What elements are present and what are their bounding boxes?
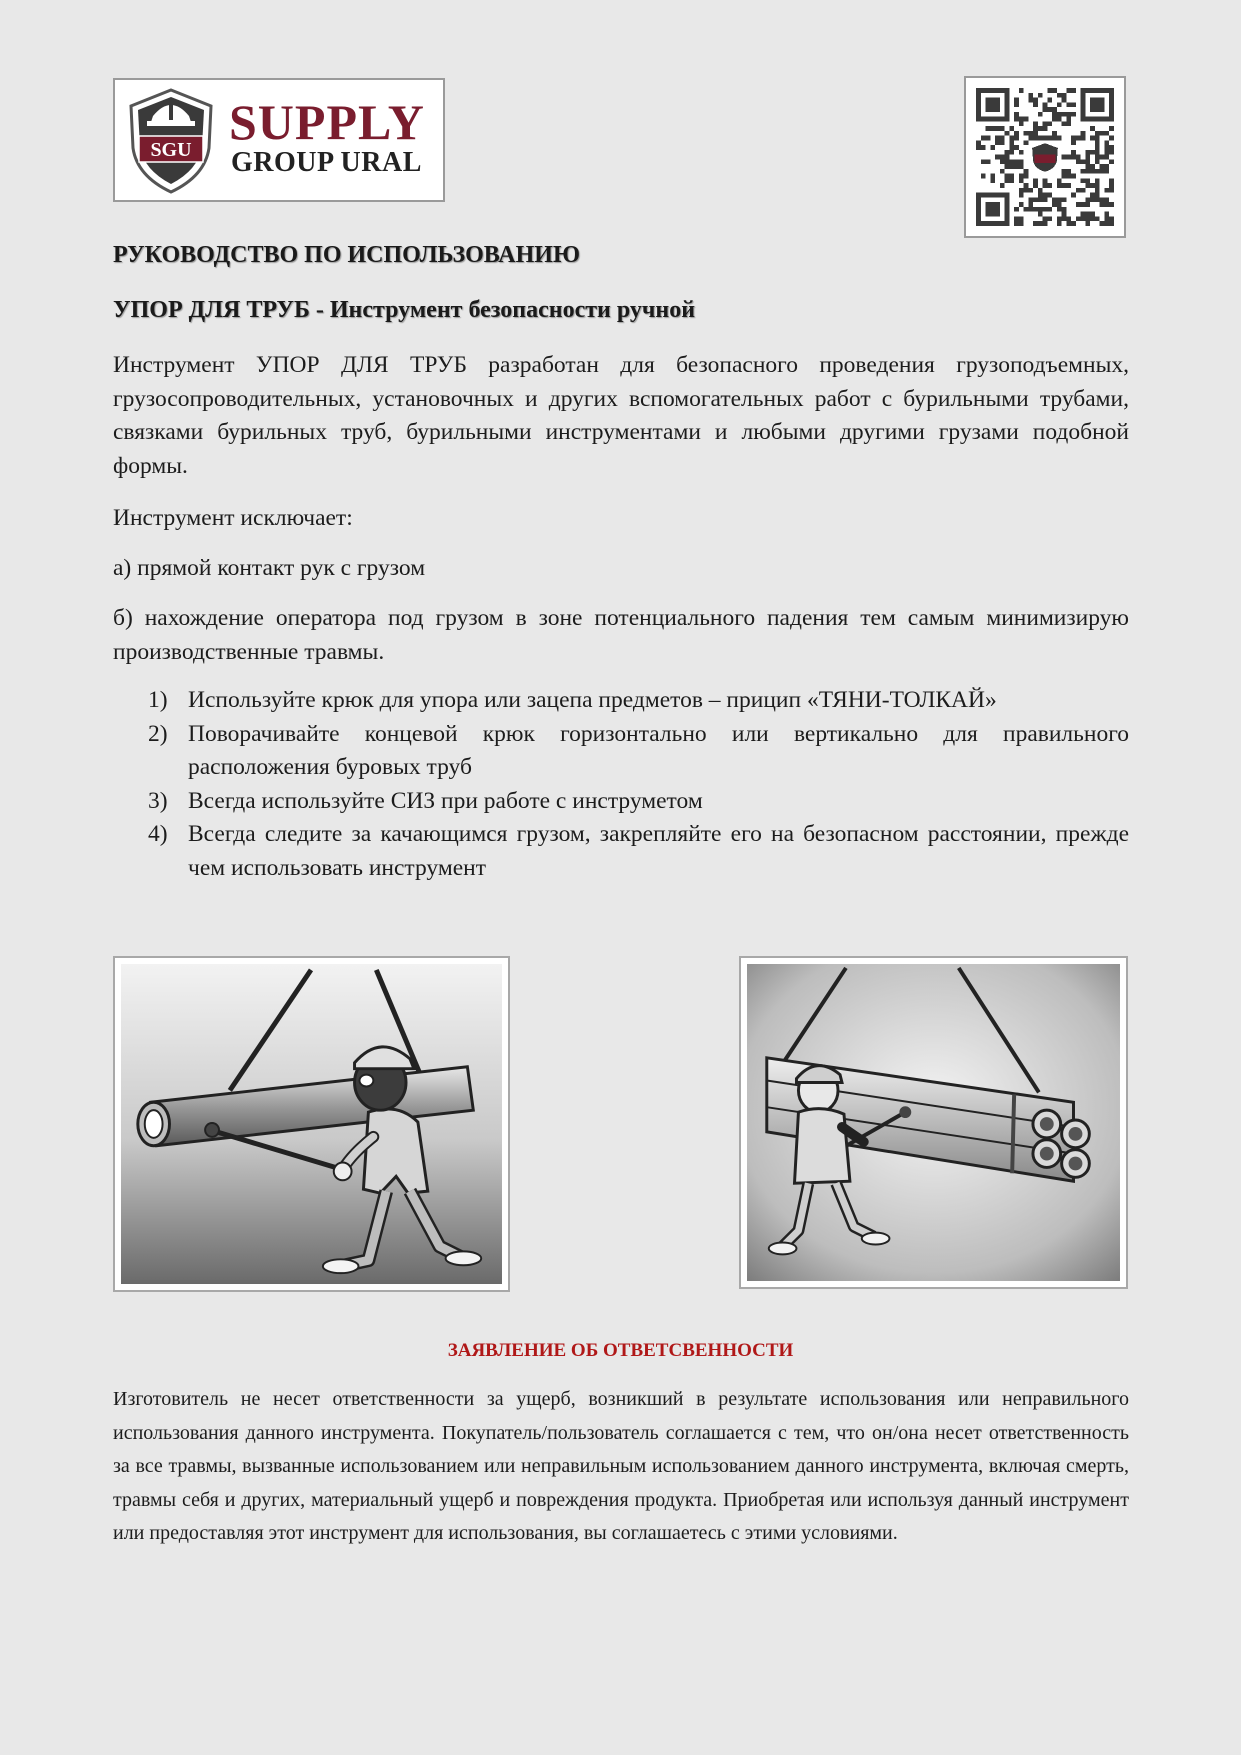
step-number: 2) [148,720,168,747]
step-text: Поворачивайте концевой крюк горизонтально или вертикально для правильного расположения буровых труб [188,720,1129,780]
step-number: 3) [148,787,168,814]
logo-text-group-ural: GROUP URAL [231,147,422,178]
document-title: РУКОВОДСТВО ПО ИСПОЛЬЗОВАНИЮ [113,242,580,268]
step-text: Всегда используйте СИЗ при работе с инструметом [188,787,703,814]
step-text: Используйте крюк для упора или зацепа предметов – прицип «ТЯНИ-ТОЛКАЙ» [188,687,997,713]
disclaimer-title: ЗАЯВЛЕНИЕ ОБ ОТВЕТСВЕННОСТИ [447,1340,794,1361]
step-item [148,818,1129,885]
logo-text-supply: SUPPLY [229,94,425,150]
illustration-single-pipe [113,956,510,1292]
worker-guiding-pipe-bundle-illustration [747,964,1120,1281]
document-subtitle: УПОР ДЛЯ ТРУБ - Инструмент безопасности ручной [113,297,696,323]
step-item [148,718,1129,785]
excludes-label: Инструмент исключает: [113,505,353,531]
shield-helmet-icon [125,86,217,196]
step-number: 4) [148,821,168,847]
intro-paragraph: Инструмент УПОР ДЛЯ ТРУБ разработан для безопасного проведения грузоподъемных, грузосопроводительных, установочных и других вспомогательных работ с бурильными трубами, связками бурильных труб, бурильными инструментами и любыми другими грузами подобной формы. [113,352,1129,479]
usage-steps-list [148,684,1129,885]
qr-code [964,76,1126,238]
disclaimer-text: Изготовитель не несет ответственности за ущерб, возникший в результате использования или неправильного использования данного инструмента. Покупатель/пользователь соглашается с тем, что он/она несет ответственность за все травмы, вызванные использованием или неправильным использованием данного инструмента, включая смерть, травмы себя и других, материальный ущерб и повреждения продукта. Приобретая или используя данный инструмент или предоставляя этот инструмент для использования, вы соглашаетесь с этими условиями. [113,1388,1129,1544]
step-text: Всегда следите за качающимся грузом, закрепляйте его на безопасном расстоянии, прежде чем использовать инструмент [188,821,1129,881]
step-item [148,684,1129,718]
illustration-pipe-bundle [739,956,1128,1289]
exclude-item-a: а) прямой контакт рук с грузом [113,555,426,581]
qr-code-icon [976,88,1114,226]
svg-text:SGU: SGU [150,139,192,161]
exclude-item-b: б) нахождение оператора под грузом в зоне потенциального падения тем самым минимизирую производственные травмы. [113,605,1129,665]
step-item [148,785,1129,819]
worker-guiding-single-pipe-illustration [121,964,502,1284]
step-number: 1) [148,687,168,713]
company-logo [113,78,445,202]
